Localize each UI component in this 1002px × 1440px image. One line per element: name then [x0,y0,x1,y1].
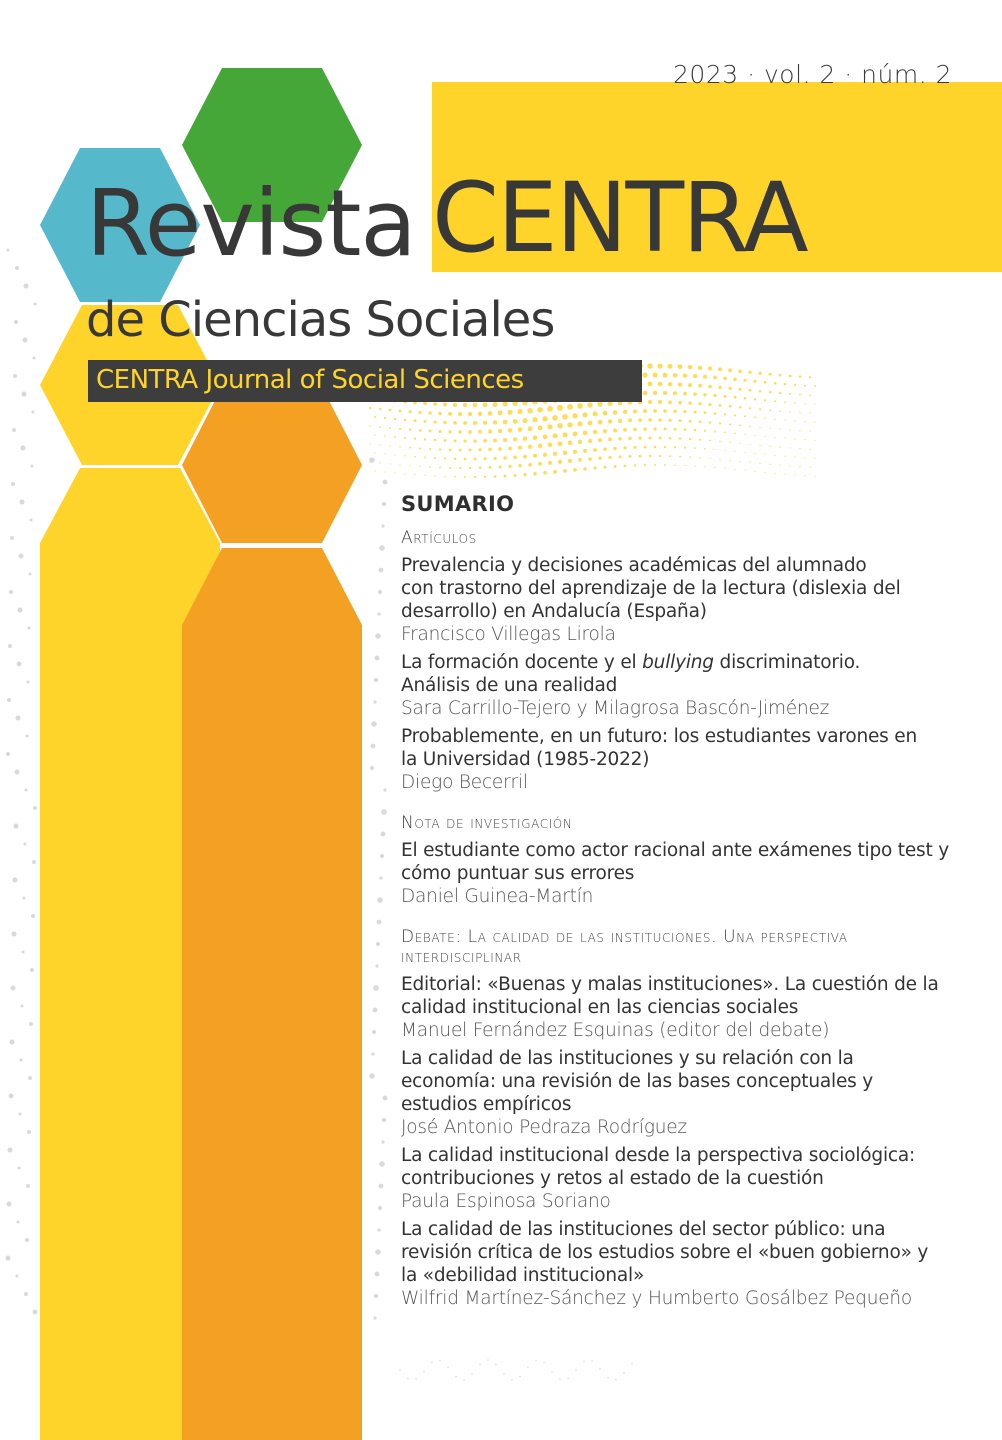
article-title: Prevalencia y decisiones académicas del alumnado con trastorno del aprendizaje de la lectura (dislexia del desarrollo) en Andalucía (España) [401,555,901,622]
article-author: Diego Becerril [401,772,528,793]
section-title: Artículos [401,528,477,548]
article-title: El estudiante como actor racional ante exámenes tipo test y cómo puntuar sus errores [401,840,949,884]
article-title: Probablemente, en un futuro: los estudiantes varones en la Universidad (1985-2022) [401,726,917,770]
title-revista: Revista [86,170,416,277]
orange-column [182,548,362,1440]
article-author: José Antonio Pedraza Rodríguez [401,1117,687,1138]
issue-info: 2023 · vol. 2 · núm. 2 [673,60,952,89]
subtitle: de Ciencias Sociales [86,292,555,348]
section-title: Nota de investigación [401,813,573,833]
article-title: La formación docente y el bullying discriminatorio. Análisis de una realidad [401,652,861,696]
article-title: La calidad de las instituciones del sector público: una revisión crítica de los estudios sobre el «buen gobierno» y la «debilidad institucional» [401,1219,929,1286]
english-title-bar [88,360,642,402]
article-title: La calidad institucional desde la perspectiva sociológica: contribuciones y retos al estado de la cuestión [401,1145,916,1189]
article-title: La calidad de las instituciones y su relación con la economía: una revisión de las bases conceptuales y estudios empíricos [401,1048,874,1115]
orange-hexagon [182,387,362,543]
article-author: Manuel Fernández Esquinas (editor del debate) [401,1020,830,1041]
english-title: CENTRA Journal of Social Sciences [96,365,524,395]
article-author: Paula Espinosa Soriano [401,1191,611,1212]
article-author: Sara Carrillo-Tejero y Milagrosa Bascón-Jiménez [401,698,830,719]
table-of-contents [401,492,961,1315]
section-title: Debate: La calidad de las instituciones. Una perspectiva interdisciplinar [401,927,848,967]
article-author: Wilfrid Martínez-Sánchez y Humberto Gosálbez Pequeño [401,1288,913,1309]
article-author: Daniel Guinea-Martín [401,886,594,907]
article-author: Francisco Villegas Lirola [401,624,616,645]
toc-heading: SUMARIO [401,492,515,516]
article-title: Editorial: «Buenas y malas instituciones». La cuestión de la calidad institucional en las ciencias sociales [401,974,939,1018]
title-centra: CENTRA [432,162,807,274]
